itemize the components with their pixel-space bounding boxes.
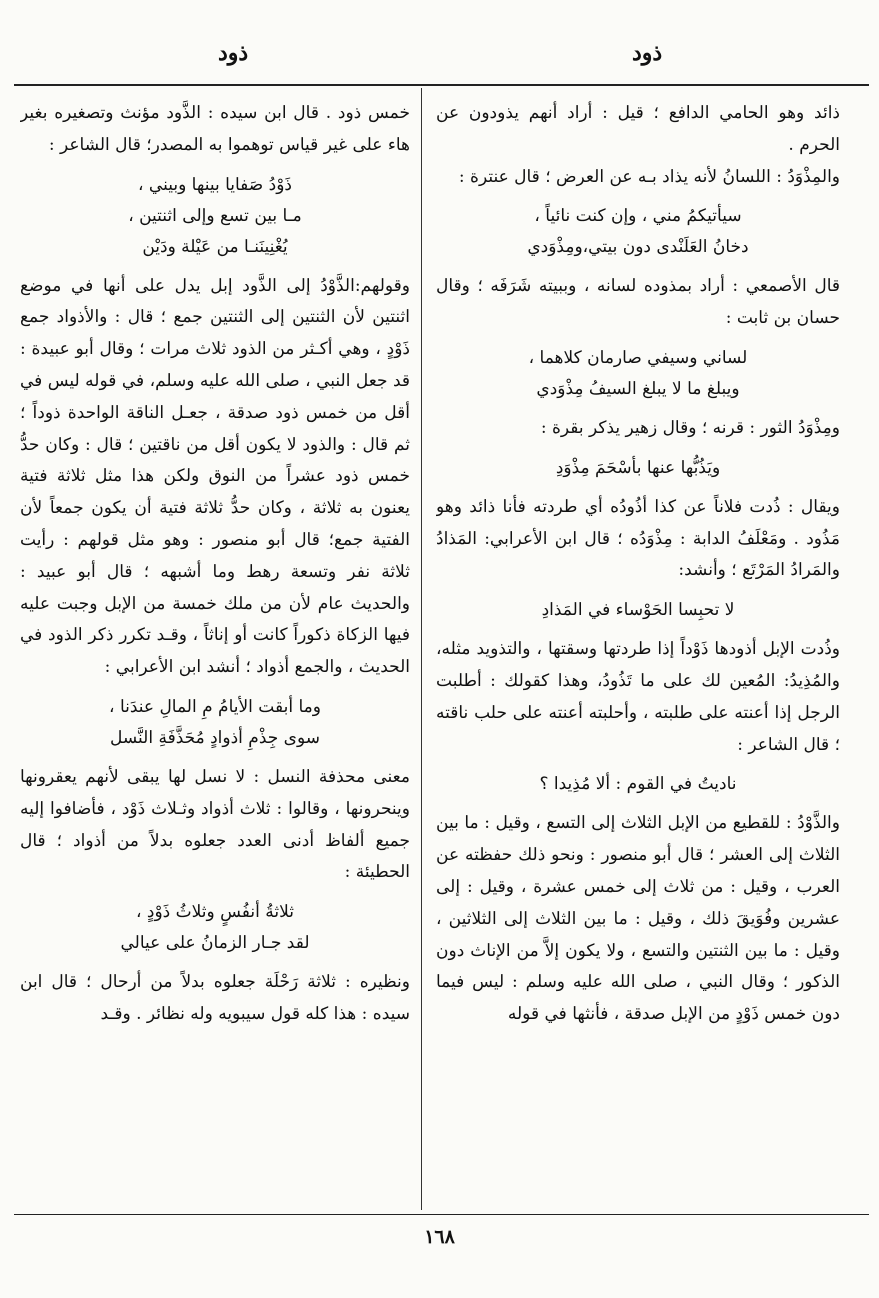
verse-line: وما أبقت الأيامُ مِ المالِ عندَنا ، [109, 696, 321, 717]
verse-line: لقد جـار الزمانُ على عيالي [120, 933, 310, 954]
prose-paragraph: وذُدت الإبل أذودها ذَوْداً إذا طردتها وسقتها ، والتذويد مثله، والمُذِيدُ: المُعين لك على ما تَذُودُ، وهذا كقولك : أطلبت الرجل إذا أعنته على طلبته ، وأحلبته أعنته على حلب ناقته ؛ قال الشاعر : [436, 639, 840, 755]
verse-line: سوى جِذْمِ أذوادٍ مُحَذَّفَةِ النَّسل [109, 727, 321, 748]
verse-line: سيأتيكمُ مني ، وإن كنت نائياً ، [534, 206, 742, 227]
header-word-left: ذود [218, 40, 249, 66]
prose-paragraph: ويقال : ذُدت فلاناً عن كذا أذُودُه أي طردته فأنا ذائد وهو مَذُود . ومَعْلَفُ الدابة : مِذْوَدُه ؛ قال ابن الأعرابي: المَذادُ والمَرادُ المَرْتَع ؛ وأنشد: [436, 496, 840, 581]
left-column [20, 98, 410, 1210]
prose-paragraph: ذائد وهو الحامي الدافع ؛ قيل : أراد أنهم يذودون عن الحرم . [436, 103, 840, 155]
verse-line: ويَذُبُّها عنها بأسْحَمَ مِذْوَدِ [555, 457, 721, 478]
prose-paragraph: ونظيره : ثلاثة رَحْلَة جعلوه بدلاً من أرحال ؛ قال ابن سيده : هذا كله قول سيبويه وله نظائر . وقـد [20, 972, 410, 1024]
verse-line: دخانُ العَلَنْدى دون بيتي،ومِذْوَدي [527, 237, 749, 258]
verse-line: لساني وسيفي صارمان كلاهما ، [528, 347, 748, 368]
verse-line: ناديتُ في القوم : ألا مُذِيدا ؟ [539, 774, 737, 795]
verse-block [20, 692, 410, 754]
verse-line: ثلاثةُ أنفُسٍ وثلاثُ ذَوْدٍ ، [136, 902, 294, 923]
verse-block [436, 343, 840, 405]
verse-block [436, 595, 840, 626]
right-column [436, 98, 840, 1210]
prose-paragraph: والذَّوْدُ : للقطيع من الإبل الثلاث إلى التسع ، وقيل : ما بين الثلاث إلى العشر ؛ قال أبو منصور : ونحو ذلك حفظته عن العرب ، وقيل : من ثلاث إلى خمس عشرة ، وقيل : إلى عشرين وفُوَيقَ ذلك ، وقيل : ما بين الثلاث إلى الثلاثين ، وقيل : ما بين الثنتين والتسع ، ولا يكون إلاَّ من الإناث دون الذكور ؛ وقال النبي ، صلى الله عليه وسلم : ليس فيما دون خمس ذَوْدٍ من الإبل صدقة ، فأنثها في قوله [436, 813, 840, 1025]
verse-block [20, 897, 410, 959]
verse-line: لا تحبِسا الحَوْساء في المَذادِ [541, 600, 735, 621]
prose-paragraph: خمس ذود . قال ابن سيده : الذَّود مؤنث وتصغيره بغير هاء على غير قياس توهموا به المصدر؛ قال الشاعر : [20, 103, 410, 155]
verse-line: مـا بين تسع وإلى اثنتين ، [128, 205, 302, 226]
prose-paragraph: معنى محذفة النسل : لا نسل لها يبقى لأنهم يعقرونها وينحرونها ، وقالوا : ثلاث أذواد وثـلاث ذَوْد ، فأضافوا إليه جميع ألفاظ أدنى العدد جعلوه بدلاً من أذواد ؛ قال الحطيئة : [20, 766, 410, 883]
verse-line: يُغْنِينَنـا من عَيْلة ودَيْن [142, 236, 288, 257]
bottom-rule [14, 1214, 869, 1215]
column-divider [421, 88, 422, 1210]
verse-block [436, 201, 840, 263]
verse-block [436, 453, 840, 484]
prose-paragraph: والمِذْوَدُ : اللسانُ لأنه يذاد بـه عن العرض ؛ قال عنترة : [458, 166, 840, 187]
verse-block [436, 769, 840, 800]
verse-block [20, 170, 410, 263]
prose-paragraph: وقولهم:الذَّوْدُ إلى الذَّود إبل يدل على أنها في موضع اثنتين لأن الثنتين إلى الثنتين جمع ؛ قال : والأذواد جمع ذَوْدٍ ، وهي أكـثر من الذود ثلاث مرات ؛ وقال أبو عبيدة : قد جعل النبي ، صلى الله عليه وسلم، في قوله ليس في أقل من خمس ذود صدقة ، جعـل الناقة الواحدة ذوداً ؛ ثم قال : والذود لا يكون أقل من ناقتين ؛ قال : وكان حدُّ خمس ذود عشراً من النوق ولكن هذا مثل ثلاثة فتية يعنون به ثلاثة ، وكان حدُّ ثلاثة فتية أن يكون جمعاً لأن الفتية جمع؛ قال أبو منصور : وهو مثل قولهم : رأيت ثلاثة نفر وتسعة رهط وما أشبهه ؛ قال أبو عبيد : والحديث عام لأن من ملك خمسة من الإبل وجبت عليه فيها الزكاة ذكوراً كانت أو إناثاً ، وقـد تكرر ذكر الذود في الحديث ، والجمع أذواد ؛ أنشد ابن الأعرابي : [20, 275, 410, 678]
page-number: ١٦٨ [424, 1226, 455, 1248]
prose-paragraph: قال الأصمعي : أراد بمذوده لسانه ، وببيته شَرَفَه ؛ وقال حسان بن ثابت : [436, 276, 840, 329]
header-word-right: ذود [632, 40, 663, 66]
verse-line: ويبلغ ما لا يبلغ السيفُ مِذْوَدي [536, 378, 740, 399]
prose-paragraph: ومِذْوَدُ الثور : قرنه ؛ وقال زهير يذكر بقرة : [540, 417, 840, 438]
verse-line: ذَوْدُ صَفايا بينها وبيني ، [138, 174, 292, 195]
top-rule [14, 84, 869, 86]
